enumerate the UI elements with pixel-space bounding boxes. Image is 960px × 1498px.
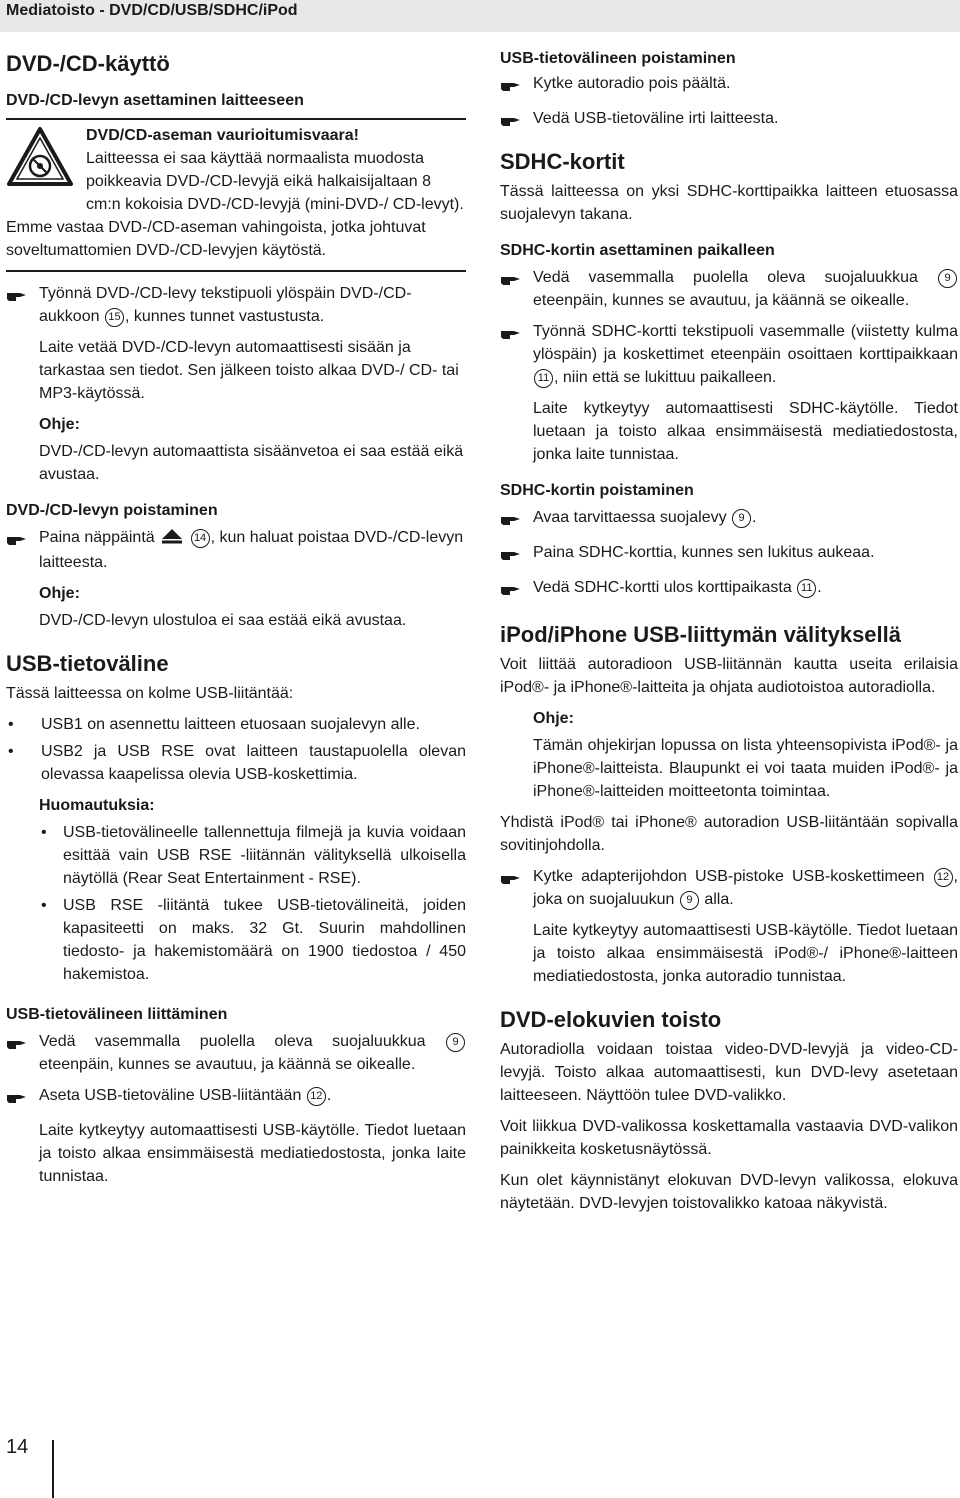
step-text: Vedä SDHC-kortti ulos korttipaikasta — [533, 579, 792, 596]
bullet-icon: • — [8, 716, 14, 733]
pointing-hand-icon — [500, 541, 533, 568]
warning-top-rule — [6, 118, 466, 120]
page-number: 14 — [6, 1436, 29, 1458]
page-number-divider — [52, 1440, 54, 1498]
pointing-hand-icon — [500, 576, 533, 603]
sdhc-insert-step-2 — [500, 320, 958, 389]
step-text-end: . — [752, 509, 757, 526]
insert-step-result: Laite vetää DVD-/CD-levyn automaattisesti sisään ja tarkastaa sen tiedot. Sen jälkeen toisto alkaa DVD-/ CD- tai MP3-käytössä. — [39, 339, 459, 402]
insert-subtitle: DVD-/CD-levyn asettaminen laitteeseen — [6, 92, 304, 109]
step-text-end: alla. — [704, 891, 734, 908]
pointing-hand-icon — [500, 320, 533, 389]
usb-remove-step-1 — [500, 72, 958, 99]
callout-number: 12 — [934, 868, 953, 887]
note-text: DVD-/CD-levyn automaattista sisäänvetoa ei saa estää eikä avustaa. — [39, 443, 464, 483]
right-column — [500, 48, 958, 1215]
list-item — [39, 821, 466, 890]
step-text: Kytke autoradio pois päältä. — [533, 75, 731, 92]
remove-step-text-end: , kun haluat poistaa DVD-/CD-levyn laitteesta. — [39, 529, 464, 571]
ipod-intro: Voit liittää autoradioon USB-liitännän kautta useita erilaisia iPod®- ja iPhone®-laitteita ja ohjata audiotoistoa autoradiolla. — [500, 656, 958, 696]
ipod-connect: Yhdistä iPod® tai iPhone® autoradion USB-liitäntään sopivalla sovitinjohdolla. — [500, 814, 958, 854]
insert-step — [6, 282, 466, 328]
sdhc-insert-subtitle: SDHC-kortin asettaminen paikalleen — [500, 242, 775, 259]
step-text: Vedä vasemmalla puolella oleva suojaluukkua — [39, 1033, 426, 1050]
callout-number: 11 — [797, 579, 816, 598]
header-title: Mediatoisto - DVD/CD/USB/SDHC/iPod — [6, 2, 298, 19]
note-text: DVD-/CD-levyn ulostuloa ei saa estää eikä avustaa. — [39, 612, 407, 629]
sdhc-insert-step-1 — [500, 266, 958, 312]
dvd-movie-paragraph-1: Autoradiolla voidaan toistaa video-DVD-levyjä ja video-CD-levyjä. Toisto alkaa automaattisesti, kun DVD-levy asetetaan laitteeseen. Näyttöön tulee DVD-valikko. — [500, 1041, 958, 1104]
sdhc-remove-step-1 — [500, 506, 958, 533]
note-label: Ohje: — [533, 710, 574, 727]
usb-remove-step-2 — [500, 107, 958, 134]
eject-icon — [161, 528, 183, 551]
ipod-step — [500, 865, 958, 911]
remove-subtitle: DVD-/CD-levyn poistaminen — [6, 502, 218, 519]
list-item-text: USB-tietovälineelle tallennettuja filmejä ja kuvia voidaan esittää vain USB RSE -liitännän välityksellä ulkoisella näytöllä (Rear Seat Entertainment - RSE). — [63, 824, 466, 887]
pointing-hand-icon — [500, 506, 533, 533]
step-text-end: eteenpäin, kunnes se avautuu, ja käännä se oikealle. — [39, 1056, 416, 1073]
sdhc-remove-step-3 — [500, 576, 958, 603]
warning-triangle-icon — [6, 124, 86, 216]
left-column — [6, 40, 466, 1188]
remove-step-text: Paina näppäintä — [39, 529, 155, 546]
list-item-text: USB RSE -liitäntä tukee USB-tietovälineitä, joiden kapasiteetti on maks. 32 Gt. Suurin mahdollinen tiedosto- ja hakemistomäärä on 1900 tiedostoa / 450 hakemistoa. — [63, 897, 466, 983]
usb-connect-step-1 — [6, 1030, 466, 1076]
list-item-text: USB1 on asennettu laitteen etuosaan suojalevyn alle. — [41, 716, 420, 733]
callout-number: 14 — [191, 529, 210, 548]
step-text: Vedä vasemmalla puolella oleva suojaluukkua — [533, 269, 918, 286]
usb-intro: Tässä laitteessa on kolme USB-liitäntää: — [6, 685, 294, 702]
callout-number: 9 — [680, 891, 699, 910]
usb-section-title: USB-tietoväline — [6, 651, 169, 676]
dvd-movie-paragraph-2: Voit liikkua DVD-valikossa koskettamalla vastaavia DVD-valikon painikkeita kosketusnäytössä. — [500, 1118, 958, 1158]
step-text-end: . — [817, 579, 822, 596]
insert-step-text-end: , kunnes tunnet vastustusta. — [124, 308, 325, 325]
callout-number: 12 — [307, 1087, 326, 1106]
pointing-hand-icon — [6, 526, 39, 574]
note-label: Ohje: — [39, 585, 80, 602]
step-text: Aseta USB-tietoväline USB-liitäntään — [39, 1087, 302, 1104]
dvd-section-title: DVD-/CD-käyttö — [6, 51, 170, 76]
step-text: Avaa tarvittaessa suojalevy — [533, 509, 727, 526]
header-bar — [0, 0, 960, 32]
dvd-movie-section-title: DVD-elokuvien toisto — [500, 1007, 722, 1032]
usb-connect-result: Laite kytkeytyy automaattisesti USB-käytölle. Tiedot luetaan ja toisto alkaa ensimmäisestä mediatiedostosta, jonka laite tunnistaa. — [39, 1122, 466, 1185]
callout-number: 11 — [534, 369, 553, 388]
step-text: Työnnä SDHC-kortti tekstipuoli vasemmalle (viistetty kulma ylöspäin) ja koskettimet eteenpäin osoittaen korttipaikkaan — [533, 323, 958, 363]
usb-connect-step-2 — [6, 1084, 466, 1111]
warning-text-2: Emme vastaa DVD-/CD-aseman vahingoista, jotka johtuvat soveltumattomien DVD-/CD-levyjen käytöstä. — [6, 219, 426, 259]
bullet-icon: • — [41, 897, 47, 914]
list-item — [6, 740, 466, 786]
remarks-list — [6, 821, 466, 986]
pointing-hand-icon — [500, 865, 533, 911]
list-item — [6, 713, 466, 736]
pointing-hand-icon — [500, 107, 533, 134]
list-item — [39, 894, 466, 986]
sdhc-intro: Tässä laitteessa on yksi SDHC-korttipaikka laitteen etuosassa suojalevyn takana. — [500, 183, 958, 223]
callout-number: 9 — [446, 1033, 465, 1052]
bullet-icon: • — [41, 824, 47, 841]
sdhc-section-title: SDHC-kortit — [500, 149, 625, 174]
step-text: Vedä USB-tietoväline irti laitteesta. — [533, 110, 779, 127]
callout-number: 15 — [105, 308, 124, 327]
warning-text: Laitteessa ei saa käyttää normaalista muodosta poikkeavia DVD-/CD-levyjä eikä halkaisijaltaan 8 cm:n kokoisia DVD-/CD-levyjä (mini-DVD-/ CD-levyt). — [86, 150, 464, 213]
pointing-hand-icon — [6, 1030, 39, 1076]
callout-number: 9 — [938, 269, 957, 288]
list-item-text: USB2 ja USB RSE ovat laitteen taustapuolella olevan olevassa kaapelissa olevia USB-koskettimia. — [41, 743, 466, 783]
ipod-note: Tämän ohjekirjan lopussa on lista yhteensopivista iPod®- ja iPhone®-laitteista. Blaupunkt ei voi taata muiden iPod®- ja iPhone®-laitteiden moitteetonta toimintaa. — [533, 737, 958, 800]
usb-remove-subtitle: USB-tietovälineen poistaminen — [500, 50, 736, 67]
ipod-result: Laite kytkeytyy automaattisesti USB-käytölle. Tiedot luetaan ja toisto alkaa ensimmäisestä iPod®-/ iPhone®-laitteen mediatiedostosta, jonka autoradio tunnistaa. — [533, 922, 958, 985]
step-text: Paina SDHC-korttia, kunnes sen lukitus aukeaa. — [533, 544, 875, 561]
pointing-hand-icon — [500, 72, 533, 99]
ipod-section-title: iPod/iPhone USB-liittymän välityksellä — [500, 622, 901, 647]
sdhc-remove-step-2 — [500, 541, 958, 568]
usb-connect-subtitle: USB-tietovälineen liittäminen — [6, 1006, 228, 1023]
remove-step — [6, 526, 466, 574]
pointing-hand-icon — [6, 1084, 39, 1111]
pointing-hand-icon — [500, 266, 533, 312]
remarks-label: Huomautuksia: — [39, 797, 155, 814]
bullet-icon: • — [8, 743, 14, 760]
step-text-end: eteenpäin, kunnes se avautuu, ja käännä se oikealle. — [533, 292, 910, 309]
dvd-movie-paragraph-3: Kun olet käynnistänyt elokuvan DVD-levyn valikossa, elokuva näytetään. DVD-levyjen toistovalikko katoaa näkyvistä. — [500, 1172, 958, 1212]
warning-title: DVD/CD-aseman vaurioitumisvaara! — [86, 127, 359, 144]
sdhc-remove-subtitle: SDHC-kortin poistaminen — [500, 482, 694, 499]
step-text-mid: , joka on suojaluukun — [533, 868, 958, 908]
step-text-end: . — [326, 1087, 332, 1104]
insert-step-text: Työnnä DVD-/CD-levy tekstipuoli ylöspäin DVD-/CD-aukkoon — [39, 285, 412, 325]
pointing-hand-icon — [6, 282, 39, 328]
sdhc-insert-result: Laite kytkeytyy automaattisesti SDHC-käytölle. Tiedot luetaan ja toisto alkaa ensimmäisestä mediatiedostosta, jonka laite tunnistaa. — [533, 400, 958, 463]
warning-bottom-rule — [6, 270, 466, 272]
step-text-end: , niin että se lukittuu paikalleen. — [554, 369, 777, 386]
callout-number: 9 — [732, 509, 751, 528]
warning-box — [6, 124, 466, 216]
note-label: Ohje: — [39, 416, 80, 433]
step-text: Kytke adapterijohdon USB-pistoke USB-koskettimeen — [533, 868, 925, 885]
